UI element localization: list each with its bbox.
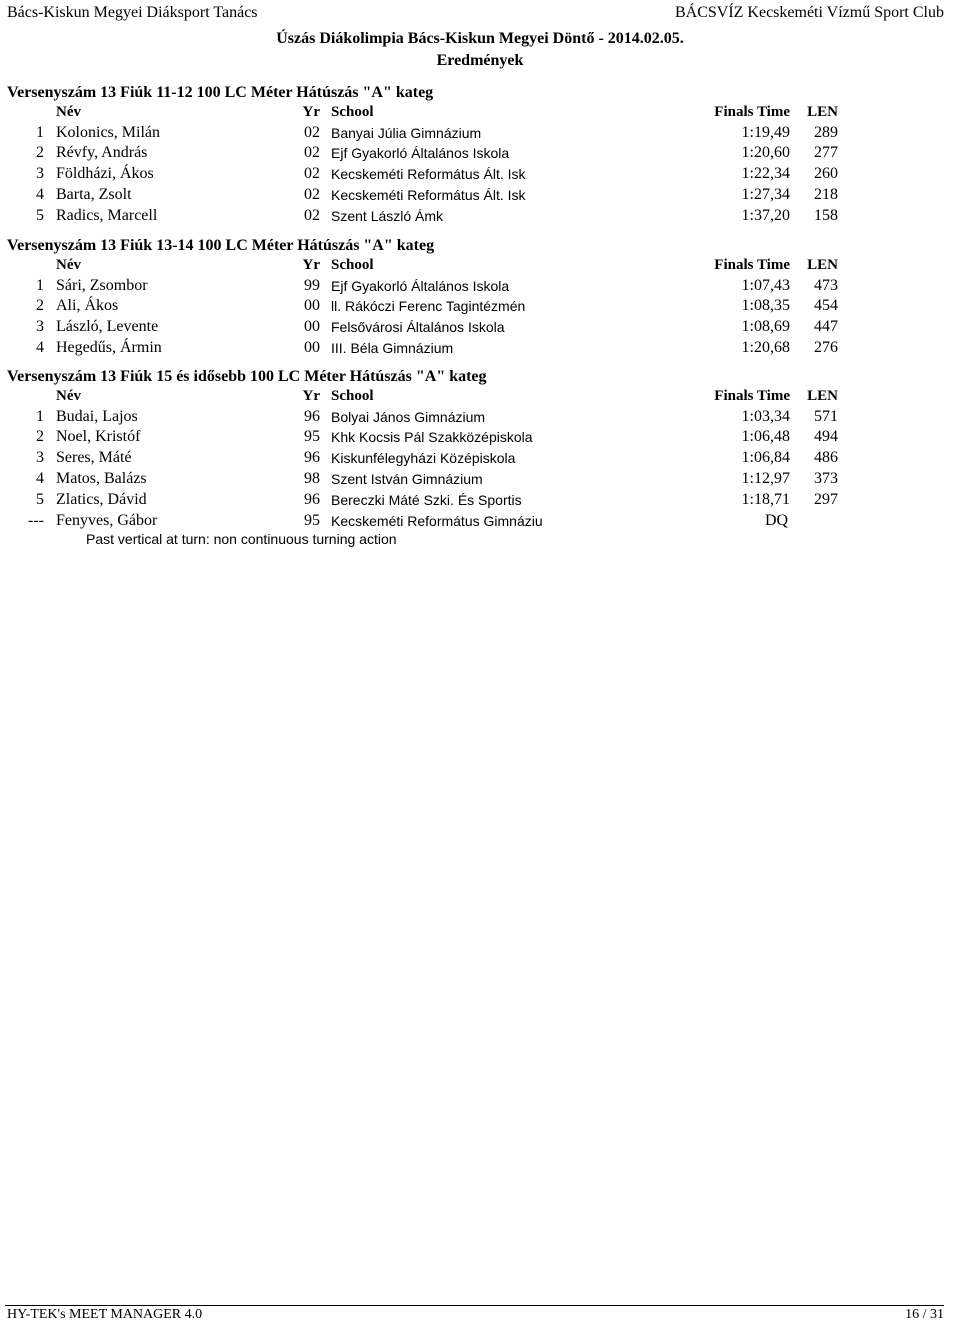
col-yr: Yr — [302, 388, 320, 404]
table-row — [0, 144, 960, 164]
len-points: 494 — [814, 428, 838, 445]
birth-year: 02 — [304, 165, 320, 182]
len-points: 218 — [814, 186, 838, 203]
len-points: 486 — [814, 449, 838, 466]
table-row — [0, 449, 960, 469]
table-row — [0, 428, 960, 448]
table-row — [0, 124, 960, 144]
birth-year: 95 — [304, 512, 320, 529]
place: 2 — [36, 428, 44, 445]
col-school: School — [331, 388, 374, 404]
col-school: School — [331, 104, 374, 120]
swimmer-name: Barta, Zsolt — [56, 186, 132, 203]
swimmer-name: Ali, Ákos — [56, 297, 119, 314]
column-header — [0, 104, 960, 124]
finals-time: 1:20,68 — [741, 339, 790, 356]
col-name: Név — [56, 104, 81, 120]
column-header — [0, 388, 960, 408]
len-points: 297 — [814, 491, 838, 508]
place: 1 — [36, 408, 44, 425]
len-points: 158 — [814, 207, 838, 224]
col-school: School — [331, 257, 374, 273]
birth-year: 00 — [304, 339, 320, 356]
dq-note-row — [0, 531, 960, 551]
school: ll. Rákóczi Ferenc Tagintézmén — [331, 298, 526, 314]
len-points: 373 — [814, 470, 838, 487]
page-number: 16 / 31 — [905, 1307, 944, 1322]
col-name: Név — [56, 388, 81, 404]
col-time: Finals Time — [714, 388, 790, 404]
birth-year: 95 — [304, 428, 320, 445]
col-time: Finals Time — [714, 257, 790, 273]
table-row — [0, 186, 960, 206]
birth-year: 99 — [304, 277, 320, 294]
swimmer-name: Révfy, András — [56, 144, 148, 161]
finals-time: 1:37,20 — [741, 207, 790, 224]
table-row — [0, 207, 960, 227]
col-name: Név — [56, 257, 81, 273]
finals-time: 1:20,60 — [741, 144, 790, 161]
place: 5 — [36, 491, 44, 508]
finals-time: 1:19,49 — [741, 124, 790, 141]
col-len: LEN — [807, 257, 838, 273]
table-row — [0, 470, 960, 490]
col-yr: Yr — [302, 257, 320, 273]
birth-year: 98 — [304, 470, 320, 487]
disqualified-status: DQ — [765, 512, 789, 529]
table-row — [0, 165, 960, 185]
len-points: 260 — [814, 165, 838, 182]
place: --- — [28, 512, 44, 529]
school: Szent István Gimnázium — [331, 471, 483, 487]
finals-time: 1:06,48 — [741, 428, 790, 445]
school: Khk Kocsis Pál Szakközépiskola — [331, 429, 533, 445]
birth-year: 00 — [304, 318, 320, 335]
col-time: Finals Time — [714, 104, 790, 120]
len-points: 276 — [814, 339, 838, 356]
len-points: 454 — [814, 297, 838, 314]
school: Bolyai János Gimnázium — [331, 409, 486, 425]
swimmer-name: Seres, Máté — [56, 449, 132, 466]
place: 1 — [36, 124, 44, 141]
birth-year: 02 — [304, 186, 320, 203]
swimmer-name: Noel, Kristóf — [56, 428, 141, 445]
school: Banyai Júlia Gimnázium — [331, 125, 482, 141]
school: Felsővárosi Általános Iskola — [331, 319, 505, 335]
school: Kecskeméti Református Ált. Isk — [331, 187, 526, 203]
organizer-header: Bács-Kiskun Megyei Diáksport Tanács — [7, 4, 258, 21]
finals-time: 1:12,97 — [741, 470, 790, 487]
table-row — [0, 297, 960, 317]
birth-year: 00 — [304, 297, 320, 314]
col-len: LEN — [807, 388, 838, 404]
birth-year: 96 — [304, 408, 320, 425]
column-header — [0, 257, 960, 277]
software-footer: HY-TEK's MEET MANAGER 4.0 — [7, 1307, 203, 1322]
swimmer-name: Radics, Marcell — [56, 207, 158, 224]
dq-reason-note: Past vertical at turn: non continuous turning action — [86, 531, 397, 547]
school: Kecskeméti Református Gimnáziu — [331, 513, 543, 529]
col-yr: Yr — [302, 104, 320, 120]
finals-time: 1:08,69 — [741, 318, 790, 335]
event-title: Versenyszám 13 Fiúk 15 és idősebb 100 LC Méter Hátúszás "A" kateg — [7, 368, 487, 385]
footer-divider — [5, 1305, 944, 1306]
finals-time: 1:27,34 — [741, 186, 790, 203]
place: 4 — [36, 470, 44, 487]
place: 3 — [36, 318, 44, 335]
swimmer-name: Budai, Lajos — [56, 408, 138, 425]
len-points: 473 — [814, 277, 838, 294]
swimmer-name: Zlatics, Dávid — [56, 491, 147, 508]
swimmer-name: László, Levente — [56, 318, 159, 335]
finals-time: 1:07,43 — [741, 277, 790, 294]
len-points: 289 — [814, 124, 838, 141]
dq-row — [0, 512, 960, 532]
table-row — [0, 339, 960, 359]
school: III. Béla Gimnázium — [331, 340, 454, 356]
table-row — [0, 277, 960, 297]
swimmer-name: Matos, Balázs — [56, 470, 147, 487]
school: Ejf Gyakorló Általános Iskola — [331, 278, 510, 294]
finals-time: 1:18,71 — [741, 491, 790, 508]
place: 3 — [36, 165, 44, 182]
club-header: BÁCSVÍZ Kecskeméti Vízmű Sport Club — [674, 4, 944, 21]
meet-title: Úszás Diákolimpia Bács-Kiskun Megyei Döntő - 2014.02.05. — [276, 30, 684, 47]
place: 4 — [36, 339, 44, 356]
table-row — [0, 491, 960, 511]
school: Kiskunfélegyházi Középiskola — [331, 450, 516, 466]
school: Bereczki Máté Szki. És Sportis — [331, 492, 522, 508]
len-points: 277 — [814, 144, 838, 161]
results-title: Eredmények — [436, 52, 524, 69]
school: Szent László Ámk — [331, 208, 444, 224]
col-len: LEN — [807, 104, 838, 120]
place: 5 — [36, 207, 44, 224]
swimmer-name: Sári, Zsombor — [56, 277, 148, 294]
birth-year: 02 — [304, 207, 320, 224]
school: Kecskeméti Református Ált. Isk — [331, 166, 526, 182]
len-points: 447 — [814, 318, 838, 335]
len-points: 571 — [814, 408, 838, 425]
place: 2 — [36, 144, 44, 161]
table-row — [0, 318, 960, 338]
place: 1 — [36, 277, 44, 294]
event-title: Versenyszám 13 Fiúk 13-14 100 LC Méter Hátúszás "A" kateg — [7, 237, 435, 254]
swimmer-name: Kolonics, Milán — [56, 124, 160, 141]
birth-year: 96 — [304, 449, 320, 466]
school: Ejf Gyakorló Általános Iskola — [331, 145, 510, 161]
birth-year: 02 — [304, 144, 320, 161]
swimmer-name: Fenyves, Gábor — [56, 512, 158, 529]
birth-year: 02 — [304, 124, 320, 141]
place: 3 — [36, 449, 44, 466]
swimmer-name: Földházi, Ákos — [56, 165, 154, 182]
place: 4 — [36, 186, 44, 203]
swimmer-name: Hegedűs, Ármin — [56, 339, 162, 356]
place: 2 — [36, 297, 44, 314]
table-row — [0, 408, 960, 428]
event-title: Versenyszám 13 Fiúk 11-12 100 LC Méter Hátúszás "A" kateg — [7, 84, 434, 101]
finals-time: 1:22,34 — [741, 165, 790, 182]
finals-time: 1:08,35 — [741, 297, 790, 314]
birth-year: 96 — [304, 491, 320, 508]
finals-time: 1:06,84 — [741, 449, 790, 466]
finals-time: 1:03,34 — [741, 408, 790, 425]
